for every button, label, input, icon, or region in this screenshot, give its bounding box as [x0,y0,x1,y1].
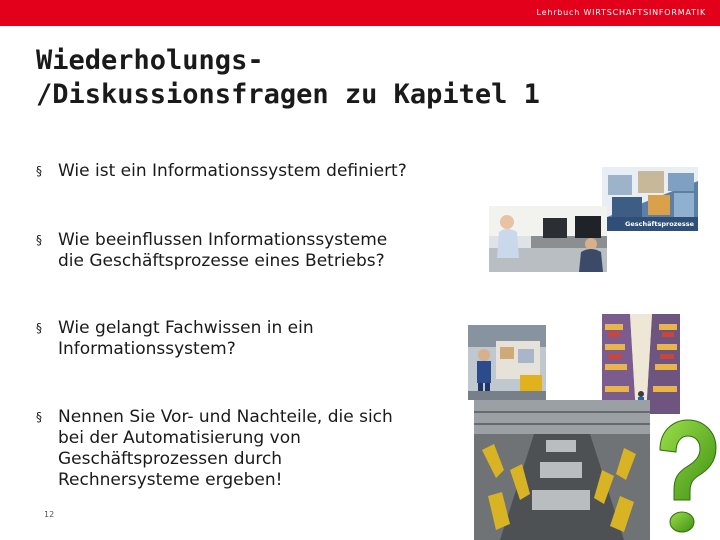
question-4-line-1: Nennen Sie Vor- und Nachteile, die sich [58,407,393,427]
question-2 [36,230,387,272]
slide-title [36,44,540,112]
slide-title-line-2: /Diskussionsfragen zu Kapitel 1 [36,79,540,110]
question-4-line-4: Rechnersysteme ergeben! [58,470,283,490]
header-brand: Lehrbuch WIRTSCHAFTSINFORMATIK [536,8,706,17]
process-graphic-caption: Geschäftsprozesse [625,220,694,228]
page-number: 12 [44,510,55,519]
question-1-line-1: Wie ist ein Informationssystem definiert? [58,161,407,181]
bullet-marker: § [36,164,42,178]
question-4-line-2: bei der Automatisierung von [58,428,301,448]
bullet-marker: § [36,321,42,335]
question-3-line-2: Informationssystem? [58,339,236,359]
bullet-marker: § [36,233,42,247]
header-bar [0,0,720,26]
question-1 [36,161,407,182]
business-process-collage [602,167,698,231]
bullet-marker: § [36,410,42,424]
question-4 [36,407,393,491]
office-workers-photo [489,206,607,272]
warehouse-aisle-photo [602,314,680,414]
question-4-line-3: Geschäftsprozessen durch [58,449,283,469]
question-mark-icon [650,416,720,540]
slide-title-line-1: Wiederholungs- [36,45,264,76]
question-3-line-1: Wie gelangt Fachwissen in ein [58,318,314,338]
question-2-line-1: Wie beeinflussen Informationssysteme [58,230,388,250]
robot-assembly-line-photo [474,400,650,540]
warehouse-worker-photo [468,325,546,400]
question-2-line-2: die Geschäftsprozesse eines Betriebs? [58,251,385,271]
question-3 [36,318,314,360]
